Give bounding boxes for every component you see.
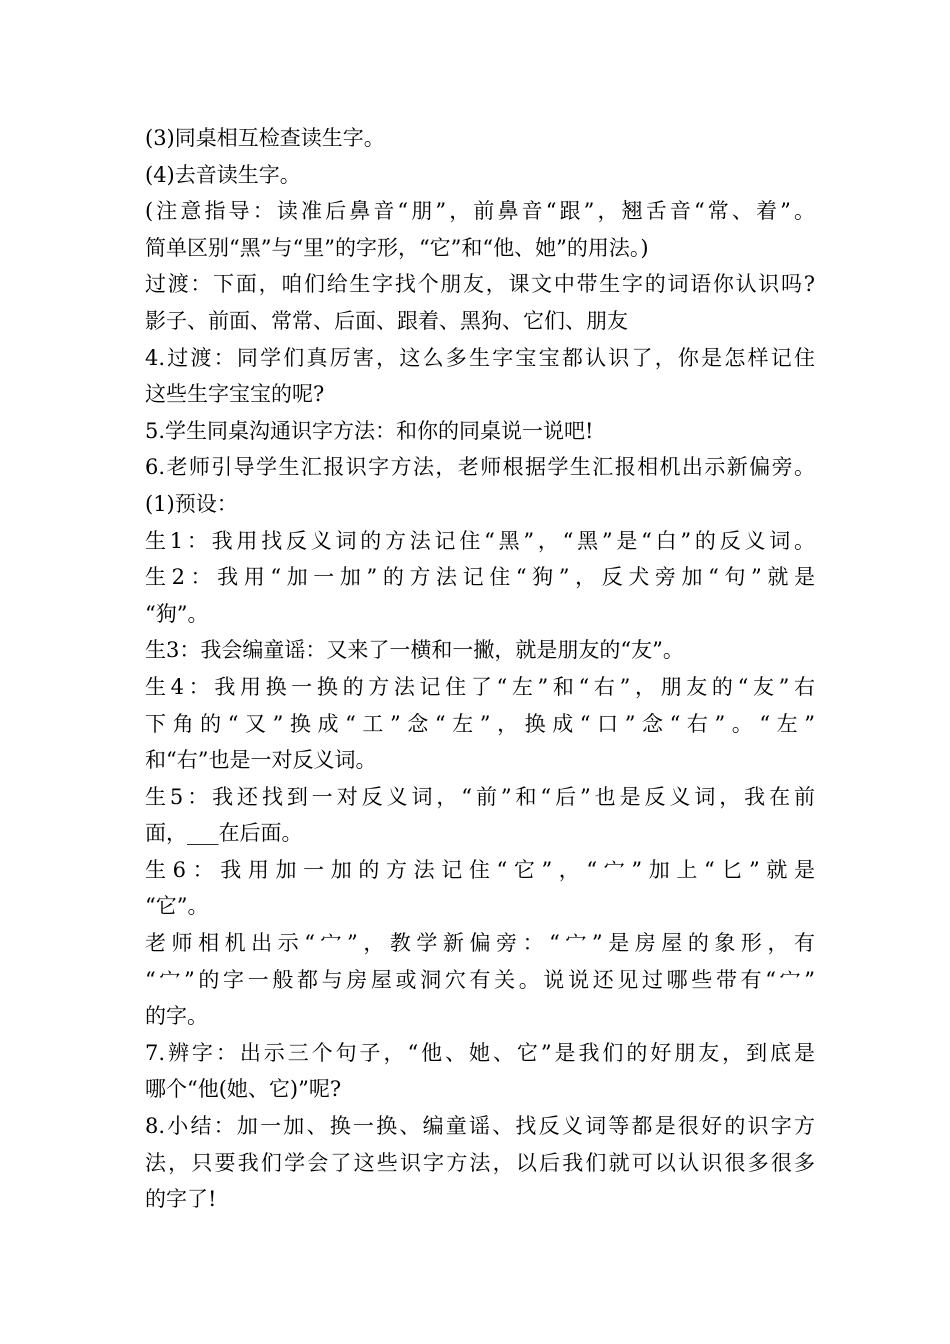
text-line: 哪个“他(她、它)”呢? bbox=[145, 1077, 342, 1102]
text-line: 8.小结：加一加、换一换、编童谣、找反义词等都是很好的识字方 bbox=[145, 1114, 815, 1139]
text-line: 简单区别“黑”与“里”的字形，“它”和“他、她”的用法。) bbox=[145, 235, 649, 260]
text-line: 生4：我用换一换的方法记住了“左”和“右”，朋友的“友”右 bbox=[145, 674, 815, 699]
text-line: 面，___在后面。 bbox=[145, 821, 303, 846]
text-line: 5.学生同桌沟通识字方法：和你的同桌说一说吧! bbox=[145, 418, 594, 443]
text-line: 4.过渡：同学们真厉害，这么多生字宝宝都认识了，你是怎样记住 bbox=[145, 345, 815, 370]
text-line: “宀”的字一般都与房屋或洞穴有关。说说还见过哪些带有“宀” bbox=[145, 967, 815, 992]
document-body bbox=[145, 120, 815, 1218]
text-line: “它”。 bbox=[145, 894, 209, 919]
text-line: 的字。 bbox=[145, 1004, 208, 1029]
text-line: 生3：我会编童谣：又来了一横和一撇，就是朋友的“友”。 bbox=[145, 638, 684, 663]
text-line: (注意指导：读准后鼻音“朋”，前鼻音“跟”，翘舌音“常、着”。 bbox=[145, 199, 815, 224]
text-line: 老师相机出示“宀”，教学新偏旁：“宀”是房屋的象形，有 bbox=[145, 931, 815, 956]
text-line: 生2：我用“加一加”的方法记住“狗”，反犬旁加“句”就是 bbox=[145, 565, 815, 590]
text-line: 生5：我还找到一对反义词，“前”和“后”也是反义词，我在前 bbox=[145, 784, 815, 809]
text-line: 7.辨字：出示三个句子，“他、她、它”是我们的好朋友，到底是 bbox=[145, 1040, 815, 1065]
text-line: 这些生字宝宝的呢? bbox=[145, 382, 325, 407]
text-line: 过渡：下面，咱们给生字找个朋友，课文中带生字的词语你认识吗? bbox=[145, 272, 815, 297]
text-line: “狗”。 bbox=[145, 601, 209, 626]
text-line: 法，只要我们学会了这些识字方法，以后我们就可以认识很多很多 bbox=[145, 1150, 815, 1175]
text-line: (3)同桌相互检查读生字。 bbox=[145, 126, 385, 150]
text-line: 和“右”也是一对反义词。 bbox=[145, 748, 377, 773]
text-line: (1)预设： bbox=[145, 491, 238, 516]
text-line: 生1：我用找反义词的方法记住“黑”，“黑”是“白”的反义词。 bbox=[145, 528, 815, 553]
text-line: 生6：我用加一加的方法记住“它”，“宀”加上“匕”就是 bbox=[145, 857, 815, 882]
text-line: (4)去音读生字。 bbox=[145, 162, 301, 187]
text-line: 影子、前面、常常、后面、跟着、黑狗、它们、朋友 bbox=[145, 308, 628, 333]
text-line: 下角的“又”换成“工”念“左”，换成“口”念“右”。“左” bbox=[145, 711, 815, 736]
text-line: 6.老师引导学生汇报识字方法，老师根据学生汇报相机出示新偏旁。 bbox=[145, 455, 815, 480]
text-line: 的字了! bbox=[145, 1187, 217, 1212]
